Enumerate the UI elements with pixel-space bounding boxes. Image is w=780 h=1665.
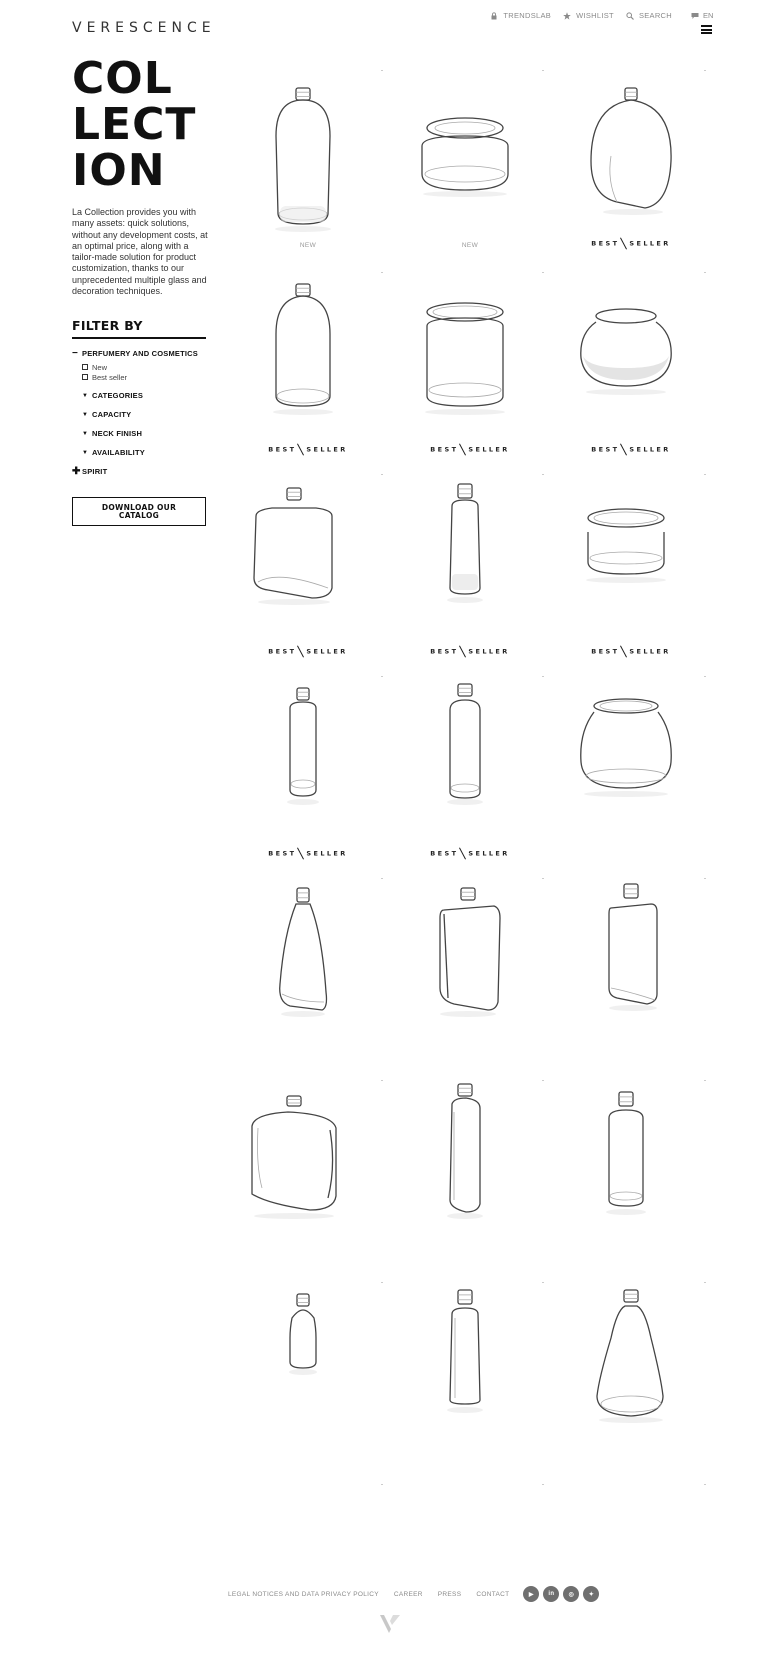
twitter-icon[interactable]: ✦	[583, 1586, 599, 1602]
product-card[interactable]	[551, 672, 711, 872]
best-seller-badge: BEST SELLER	[591, 445, 671, 454]
grid-separator-dot	[381, 878, 383, 879]
filter-group-label: SPIRIT	[82, 467, 108, 476]
product-card[interactable]	[228, 1278, 388, 1478]
glass-bottle-image	[228, 874, 388, 1074]
glass-bottle-image	[551, 1076, 711, 1276]
glass-bottle-image	[390, 1076, 550, 1276]
grid-separator-dot	[381, 1484, 383, 1485]
best-seller-badge: BEST SELLER	[430, 647, 510, 656]
glass-bottle-image	[551, 268, 711, 468]
product-card[interactable]	[551, 470, 711, 670]
grid-separator-dot	[704, 676, 706, 677]
nav-trendslab[interactable]	[490, 11, 551, 20]
nav-label: TRENDSLAB	[503, 11, 552, 20]
filter-group-perfumery[interactable]	[72, 347, 212, 359]
filter-group-label: CATEGORIES	[92, 391, 144, 400]
grid-separator-dot	[704, 70, 706, 71]
hamburger-menu-icon[interactable]	[701, 25, 712, 34]
glass-bottle-image	[228, 470, 388, 670]
grid-separator-dot	[704, 1484, 706, 1485]
filter-group-spirit[interactable]	[72, 462, 212, 481]
language-selector[interactable]	[691, 11, 713, 20]
product-card[interactable]	[228, 268, 388, 468]
filter-group-availability[interactable]	[72, 443, 212, 462]
filter-group-label: PERFUMERY AND COSMETICS	[82, 348, 198, 358]
product-card[interactable]	[390, 66, 550, 266]
product-card[interactable]	[390, 1076, 550, 1276]
grid-separator-dot	[704, 474, 706, 475]
title-line: ION	[72, 145, 166, 196]
best-seller-badge: BEST SELLER	[430, 445, 510, 454]
filter-options	[72, 362, 212, 382]
grid-separator-dot	[381, 676, 383, 677]
grid-separator-dot	[542, 1080, 544, 1081]
glass-bottle-image	[390, 268, 550, 468]
grid-separator-dot	[381, 70, 383, 71]
lock-icon	[490, 12, 498, 20]
grid-separator-dot	[381, 272, 383, 273]
glass-bottle-image	[390, 874, 550, 1074]
star-icon	[563, 12, 571, 20]
verescence-v-logo-icon[interactable]	[380, 1615, 400, 1633]
footer-link-contact[interactable]: CONTACT	[476, 1590, 510, 1598]
site-logo[interactable]: VERESCENCE	[72, 20, 216, 36]
product-card[interactable]	[228, 874, 388, 1074]
glass-bottle-image	[228, 1076, 388, 1276]
filter-option-new[interactable]	[72, 362, 212, 372]
product-card[interactable]	[228, 672, 388, 872]
footer-link-press[interactable]: PRESS	[437, 1590, 462, 1598]
filter-group-neck-finish[interactable]	[72, 424, 212, 443]
product-card[interactable]	[551, 268, 711, 468]
social-links	[523, 1586, 599, 1602]
filter-group-label: NECK FINISH	[92, 429, 143, 438]
nav-label: SEARCH	[638, 11, 672, 20]
title-line: COL	[72, 53, 173, 104]
glass-bottle-image	[228, 268, 388, 468]
best-seller-badge: BEST SELLER	[430, 849, 510, 858]
speech-bubble-icon	[691, 12, 699, 20]
best-seller-badge: BEST SELLER	[268, 647, 348, 656]
youtube-icon[interactable]: ▶	[523, 1586, 539, 1602]
footer-link-career[interactable]: CAREER	[393, 1590, 423, 1598]
grid-separator-dot	[704, 878, 706, 879]
filter-option-label: Best seller	[92, 372, 128, 382]
product-grid	[226, 66, 716, 1516]
linkedin-icon[interactable]: in	[543, 1586, 559, 1602]
top-nav	[490, 11, 672, 20]
checkbox[interactable]	[82, 374, 88, 380]
filter-group-capacity[interactable]	[72, 405, 212, 424]
grid-separator-dot	[704, 1080, 706, 1081]
search-icon	[626, 12, 634, 20]
best-seller-badge: BEST SELLER	[268, 849, 348, 858]
caret-down-icon: ▼	[82, 411, 89, 418]
new-badge: NEW	[299, 242, 317, 249]
product-card[interactable]	[228, 1076, 388, 1276]
title-line: LECT	[72, 99, 197, 150]
product-card[interactable]	[390, 1278, 550, 1478]
grid-separator-dot	[381, 1080, 383, 1081]
glass-bottle-image	[551, 470, 711, 670]
glass-bottle-image	[228, 66, 388, 266]
product-card[interactable]	[551, 66, 711, 266]
page-title	[72, 53, 222, 196]
download-catalog-button[interactable]: DOWNLOAD OUR CATALOG	[72, 497, 206, 526]
filter-group-label: CAPACITY	[92, 410, 132, 419]
new-badge: NEW	[461, 242, 479, 249]
footer-link-legal[interactable]: LEGAL NOTICES AND DATA PRIVACY POLICY	[228, 1590, 379, 1598]
filter-divider	[72, 337, 206, 339]
product-card[interactable]	[551, 1278, 711, 1478]
filter-option-label: New	[92, 362, 108, 372]
product-card[interactable]	[390, 874, 550, 1074]
grid-separator-dot	[704, 272, 706, 273]
glass-bottle-image	[390, 66, 550, 266]
minus-icon: −	[72, 347, 79, 359]
grid-separator-dot	[542, 878, 544, 879]
filter-option-best-seller[interactable]	[72, 372, 212, 382]
grid-separator-dot	[381, 1282, 383, 1283]
product-card[interactable]	[228, 470, 388, 670]
language-label: EN	[703, 11, 714, 20]
footer	[228, 1586, 599, 1602]
glass-bottle-image	[228, 672, 388, 872]
glass-bottle-image	[390, 672, 550, 872]
caret-down-icon: ▼	[82, 392, 89, 399]
nav-label: WISHLIST	[576, 11, 614, 20]
plus-icon: ✚	[72, 466, 81, 477]
product-card[interactable]	[228, 66, 388, 266]
filter-group-categories[interactable]	[72, 386, 212, 405]
glass-bottle-image	[228, 1278, 388, 1478]
grid-separator-dot	[542, 676, 544, 677]
filter-panel	[72, 347, 212, 481]
nav-search[interactable]	[626, 11, 672, 20]
collection-intro: La Collection provides you with many assets: quick solutions, without any development costs, at an optimal price, along with a tailor-made solution for product customization, thanks to our unprecedented multiple glass and decoration techniques.	[72, 207, 208, 297]
glass-bottle-image	[551, 672, 711, 872]
glass-bottle-image	[390, 470, 550, 670]
grid-separator-dot	[542, 1484, 544, 1485]
filter-heading: FILTER BY	[72, 318, 143, 333]
grid-separator-dot	[542, 474, 544, 475]
caret-down-icon: ▼	[82, 430, 89, 437]
glass-bottle-image	[551, 66, 711, 266]
product-card[interactable]	[390, 470, 550, 670]
nav-wishlist[interactable]	[563, 11, 614, 20]
best-seller-badge: BEST SELLER	[591, 239, 671, 248]
product-card[interactable]	[390, 672, 550, 872]
grid-separator-dot	[542, 272, 544, 273]
best-seller-badge: BEST SELLER	[268, 445, 348, 454]
grid-separator-dot	[704, 1282, 706, 1283]
product-card[interactable]	[551, 1076, 711, 1276]
filter-group-label: AVAILABILITY	[92, 448, 145, 457]
glass-bottle-image	[551, 874, 711, 1074]
best-seller-badge: BEST SELLER	[591, 647, 671, 656]
glass-bottle-image	[551, 1278, 711, 1478]
instagram-icon[interactable]: ◎	[563, 1586, 579, 1602]
grid-separator-dot	[381, 474, 383, 475]
product-card[interactable]	[551, 874, 711, 1074]
glass-bottle-image	[390, 1278, 550, 1478]
checkbox[interactable]	[82, 364, 88, 370]
product-card[interactable]	[390, 268, 550, 468]
caret-down-icon: ▼	[82, 449, 89, 456]
grid-separator-dot	[542, 70, 544, 71]
grid-separator-dot	[542, 1282, 544, 1283]
